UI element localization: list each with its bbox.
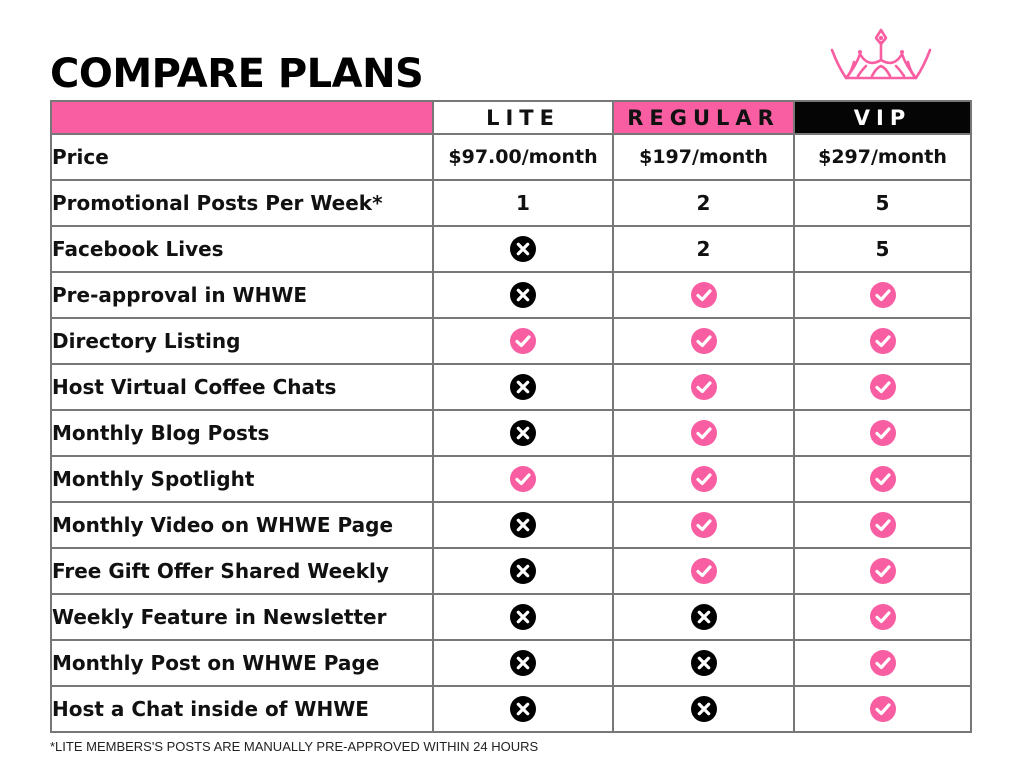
cell-vip [794,272,971,318]
x-icon [509,649,537,677]
x-icon [509,235,537,263]
cell-vip [794,134,971,180]
table-row [51,410,971,456]
cell-vip [794,640,971,686]
x-icon [509,373,537,401]
check-icon [509,327,537,355]
cell-vip [794,456,971,502]
x-icon [690,603,718,631]
check-icon [869,327,897,355]
check-icon [690,373,718,401]
check-icon [509,465,537,493]
feature-label: Monthly Blog Posts [51,410,433,456]
cell-regular [613,502,794,548]
cell-lite [433,502,613,548]
check-icon [869,465,897,493]
cell-lite [433,134,613,180]
table-row [51,364,971,410]
table-row [51,686,971,732]
feature-label: Host a Chat inside of WHWE [51,686,433,732]
cell-vip [794,548,971,594]
check-icon [869,511,897,539]
check-icon [869,649,897,677]
table-row [51,180,971,226]
footnote: *LITE MEMBERS'S POSTS ARE MANUALLY PRE-APPROVED WITHIN 24 HOURS [50,739,539,754]
cell-lite [433,686,613,732]
cell-regular [613,410,794,456]
table-row [51,318,971,364]
cell-vip [794,364,971,410]
cell-regular [613,456,794,502]
count-value: 1 [516,191,530,215]
x-icon [509,603,537,631]
header-blank-cell [51,101,433,134]
cell-lite [433,364,613,410]
crown-icon [826,26,936,86]
x-icon [509,419,537,447]
price-value: $297/month [818,146,947,168]
cell-vip [794,410,971,456]
x-icon [690,695,718,723]
cell-lite [433,272,613,318]
feature-label: Promotional Posts Per Week* [51,180,433,226]
count-value: 5 [875,191,890,215]
feature-label: Pre-approval in WHWE [51,272,433,318]
check-icon [690,281,718,309]
x-icon [509,511,537,539]
plan-header-regular: REGULAR [613,101,794,134]
cell-regular [613,686,794,732]
page-title: COMPARE PLANS [50,51,424,97]
table-row [51,502,971,548]
table-row [51,640,971,686]
table-row [51,594,971,640]
check-icon [690,419,718,447]
feature-label: Monthly Spotlight [51,456,433,502]
table-header-row [51,101,971,134]
table-row [51,226,971,272]
cell-vip [794,594,971,640]
table-row [51,272,971,318]
table-row [51,134,971,180]
cell-regular [613,548,794,594]
plan-header-vip: VIP [794,101,971,134]
cell-vip [794,502,971,548]
cell-lite [433,594,613,640]
feature-label: Host Virtual Coffee Chats [51,364,433,410]
cell-vip [794,226,971,272]
cell-regular [613,364,794,410]
x-icon [509,281,537,309]
cell-regular [613,180,794,226]
price-value: $97.00/month [448,146,598,168]
feature-label: Monthly Video on WHWE Page [51,502,433,548]
cell-lite [433,456,613,502]
cell-vip [794,318,971,364]
table-row [51,456,971,502]
feature-label: Directory Listing [51,318,433,364]
feature-label: Monthly Post on WHWE Page [51,640,433,686]
cell-lite [433,548,613,594]
cell-vip [794,686,971,732]
check-icon [690,465,718,493]
count-value: 2 [696,237,711,261]
cell-lite [433,226,613,272]
check-icon [869,695,897,723]
feature-label: Price [51,134,433,180]
feature-label: Free Gift Offer Shared Weekly [51,548,433,594]
x-icon [509,557,537,585]
check-icon [869,419,897,447]
check-icon [869,373,897,401]
check-icon [690,511,718,539]
feature-label: Facebook Lives [51,226,433,272]
cell-regular [613,226,794,272]
table-row [51,548,971,594]
x-icon [509,695,537,723]
count-value: 5 [875,237,890,261]
x-icon [690,649,718,677]
check-icon [869,557,897,585]
price-value: $197/month [639,146,768,168]
cell-regular [613,134,794,180]
check-icon [690,327,718,355]
plan-header-lite: LITE [433,101,613,134]
count-value: 2 [696,191,711,215]
cell-regular [613,640,794,686]
cell-lite [433,180,613,226]
cell-lite [433,410,613,456]
check-icon [869,281,897,309]
cell-lite [433,318,613,364]
feature-label: Weekly Feature in Newsletter [51,594,433,640]
compare-plans-table [50,100,972,733]
cell-vip [794,180,971,226]
check-icon [690,557,718,585]
cell-regular [613,318,794,364]
cell-lite [433,640,613,686]
cell-regular [613,272,794,318]
check-icon [869,603,897,631]
cell-regular [613,594,794,640]
